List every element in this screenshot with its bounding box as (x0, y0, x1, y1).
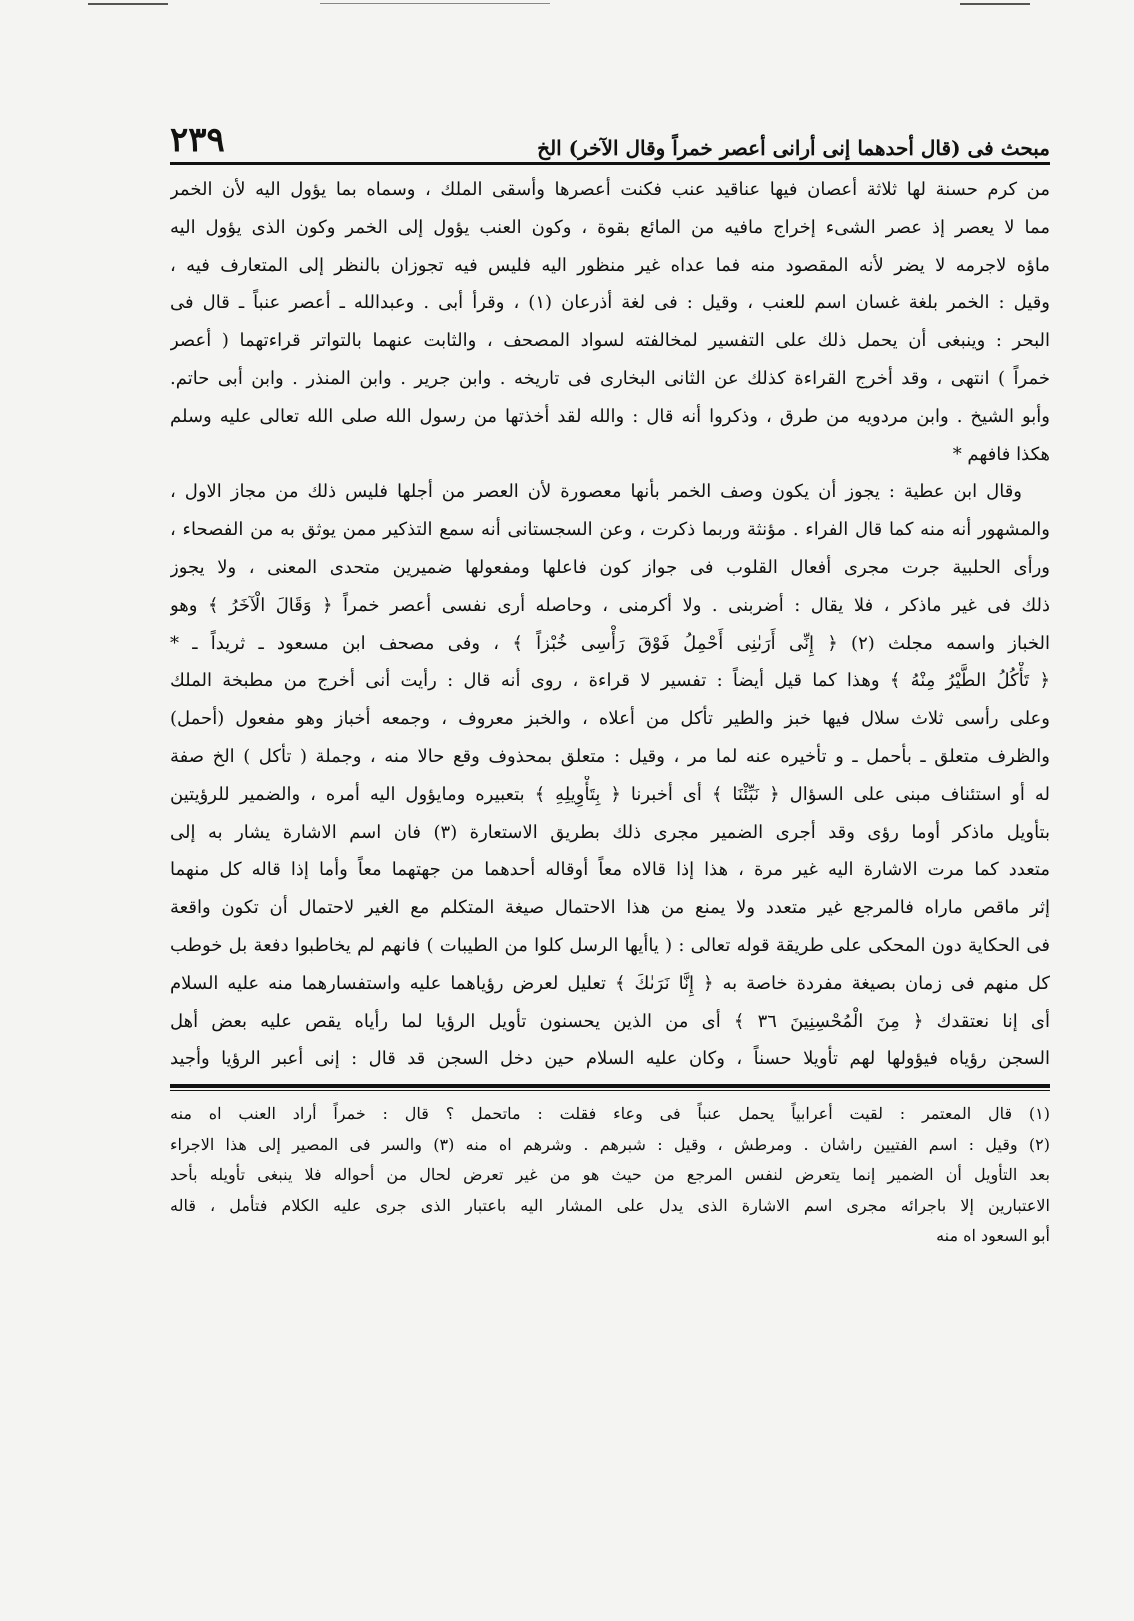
footnote-line: (١) قال المعتمر : لقيت أعرابياً يحمل عنباً فى وعاء فقلت : ماتحمل ؟ قال : خمراً أراد العنب اه منه (170, 1104, 1050, 1124)
scan-edge (0, 0, 1134, 14)
text-line: أى إنا نعتقدك ﴿ مِنَ الْمُحْسِنِينَ ٣٦ ﴾ أى من الذين يحسنون تأويل الرؤيا لما رأياه يقص عليه بعض أهل (170, 1010, 1050, 1032)
footnote-line: بعد التأويل أن الضمير إنما يتعرض لنفس المرجع من حيث هو من غير تعرض لحال من أحواله فلا ينبغى تأويله بأحد (170, 1165, 1050, 1185)
text-line: وعلى رأسى ثلاث سلال فيها خبز والطير تأكل من أعلاه ، والخبز معروف ، وجمعه أخباز وهو مفعول (أحمل) (170, 708, 1050, 730)
book-page (170, 118, 1050, 1252)
footnotes (170, 1099, 1050, 1252)
text-line: والمشهور أنه منه كما قال الفراء . مؤنثة وربما ذكرت ، وعن السجستانى أنه سمع التذكير ممن يوثق به من الفصحاء ، (170, 519, 1050, 541)
text-line: وأبو الشيخ . وابن مردويه من طرق ، وذكروا أنه قال : والله لقد أخذتها من رسول الله صلى الله تعالى عليه وسلم (170, 405, 1050, 427)
text-line: وقال ابن عطية : يجوز أن يكون وصف الخمر بأنها معصورة لأن العصر من أجلها فليس ذلك من مجاز الاول ، (170, 481, 1022, 503)
text-line: خمراً ) انتهى ، وقد أخرج القراءة كذلك عن الثانى البخارى فى تاريخه . وابن جرير . وابن المنذر . وابن أبى حاتم. (170, 367, 1050, 389)
text-line: من كرم حسنة لها ثلاثة أعصان فيها عناقيد عنب فكنت أعصرها وأسقى الملك ، وسماه بما يؤول اليه لأن الخمر (170, 179, 1050, 200)
footnote-rule-thin (170, 1090, 1050, 1091)
footnote-rule-thick (170, 1084, 1050, 1088)
footnote-line: (٢) وقيل : اسم الفتيين راشان . ومرطش ، وقيل : شبرهم . وشرهم اه منه (٣) والسر فى المصير إلى هذا الاجراء (170, 1134, 1050, 1154)
text-line: والظرف متعلق ـ بأحمل ـ و تأخيره عنه لما مر ، وقيل : متعلق بمحذوف وقع حالا منه ، وجملة ( تأكل ) الخ صفة (170, 745, 1050, 767)
text-line: ﴿ تَأْكُلُ الطَّيْرُ مِنْهُ ﴾ وهذا كما قيل أيضاً : تفسير لا قراءة ، روى أنه قال : رأيت أنى أخرج من مطبخة الملك (170, 670, 1050, 692)
text-line: ذلك فى غير ماذكر ، فلا يقال : أضربنى . ولا أكرمنى ، وحاصله أرى نفسى أعصر خمراً ﴿ وَقَالَ الْآخَرُ ﴾ وهو (170, 594, 1050, 616)
text-line: البحر : وينبغى أن يحمل ذلك على التفسير لمخالفته لسواد المصحف ، والثابت عنهما بالتواتر قراءتهما ( أعصر (170, 330, 1050, 352)
text-line: فى الحكاية دون المحكى على طريقة قوله تعالى : ( ياأيها الرسل كلوا من الطيبات ) فانهم لم يخاطبوا دفعة بل خوطب (170, 934, 1050, 956)
running-head: مبحث فى (قال أحدهما إنى أرانى أعصر خمراً وقال الآخر) الخ (537, 136, 1050, 160)
text-line: ماؤه لاجرمه لا يضر لأنه المقصود منه فما عداه غير منظور اليه فليس فيه تجوزان بالنظر إلى المتعارف فيه ، (170, 254, 1050, 276)
text-line: وقيل : الخمر بلغة غسان اسم للعنب ، وقيل : فى لغة أذرعان (١) ، وقرأ أبى . وعبدالله ـ أعصر عنباً ـ قال فى (170, 292, 1050, 314)
text-line: إثر ماقص ماراه فالمرجع غير متعدد ولا يمنع من هذا الاحتمال صيغة المتكلم مع الغير لاحتمال أن تكون واقعة (170, 897, 1050, 919)
footnote-separator (170, 1084, 1050, 1091)
text-line: متعدد كما مرت الاشارة اليه غير مرة ، هذا إذا قالاه معاً أوقاله أحدهما من جهتهما معاً وأما إذا قاله كل منهما (170, 859, 1050, 881)
main-text (170, 171, 1050, 1078)
text-line: كل منهم فى زمان بصيغة مفردة خاصة به ﴿ إِنَّا نَرَىٰكَ ﴾ تعليل لعرض رؤياهما عليه واستفسارهما منه عليه السلام (170, 972, 1050, 994)
text-line: بتأويل ماذكر أوما رؤى وقد أجرى الضمير مجرى ذلك بطريق الاستعارة (٣) فان اسم الاشارة يشار به إلى (170, 821, 1050, 843)
text-line: مما لا يعصر إذ عصر الشىء إخراج مافيه من المائع بقوة ، وكون العنب يؤول إلى الخمر وكون الذى يؤول اليه (170, 216, 1050, 238)
page-number: ٢٣٩ (170, 120, 225, 160)
scan-mark (320, 3, 550, 4)
page-header (170, 118, 1050, 160)
scan-mark (88, 3, 168, 5)
footnote-line: أبو السعود اه منه (936, 1226, 1050, 1246)
text-line: هكذا فافهم * (952, 443, 1050, 465)
text-line: السجن رؤياه فيؤولها لهم تأويلا حسناً ، وكان عليه السلام حين دخل السجن قد قال : إنى أعبر الرؤيا وأجيد (170, 1048, 1050, 1070)
text-line: الخباز واسمه مجلث (٢) ﴿ إِنِّى أَرَىٰنِى أَحْمِلُ فَوْقَ رَأْسِى خُبْزاً ﴾ ، وفى مصحف ابن مسعود ـ ثريداً ـ * (170, 632, 1050, 654)
header-rule (170, 162, 1050, 165)
text-line: ورأى الحلبية جرت مجرى أفعال القلوب فى جواز كون فاعلها ومفعولها ضميرين متحدى المعنى ، ولا يجوز (170, 556, 1050, 578)
text-line: له أو استئناف مبنى على السؤال ﴿ نَبِّئْنَا ﴾ أى أخبرنا ﴿ بِتَأْوِيلِهِ ﴾ بتعبيره ومايؤول اليه أمره ، والضمير للرؤيتين (170, 783, 1050, 805)
scan-mark (960, 3, 1030, 5)
footnote-line: الاعتبارين إلا باجرائه مجرى اسم الاشارة الذى يدل على المشار اليه باعتبار الذى جرى عليه الكلام فتأمل ، قاله (170, 1195, 1050, 1215)
